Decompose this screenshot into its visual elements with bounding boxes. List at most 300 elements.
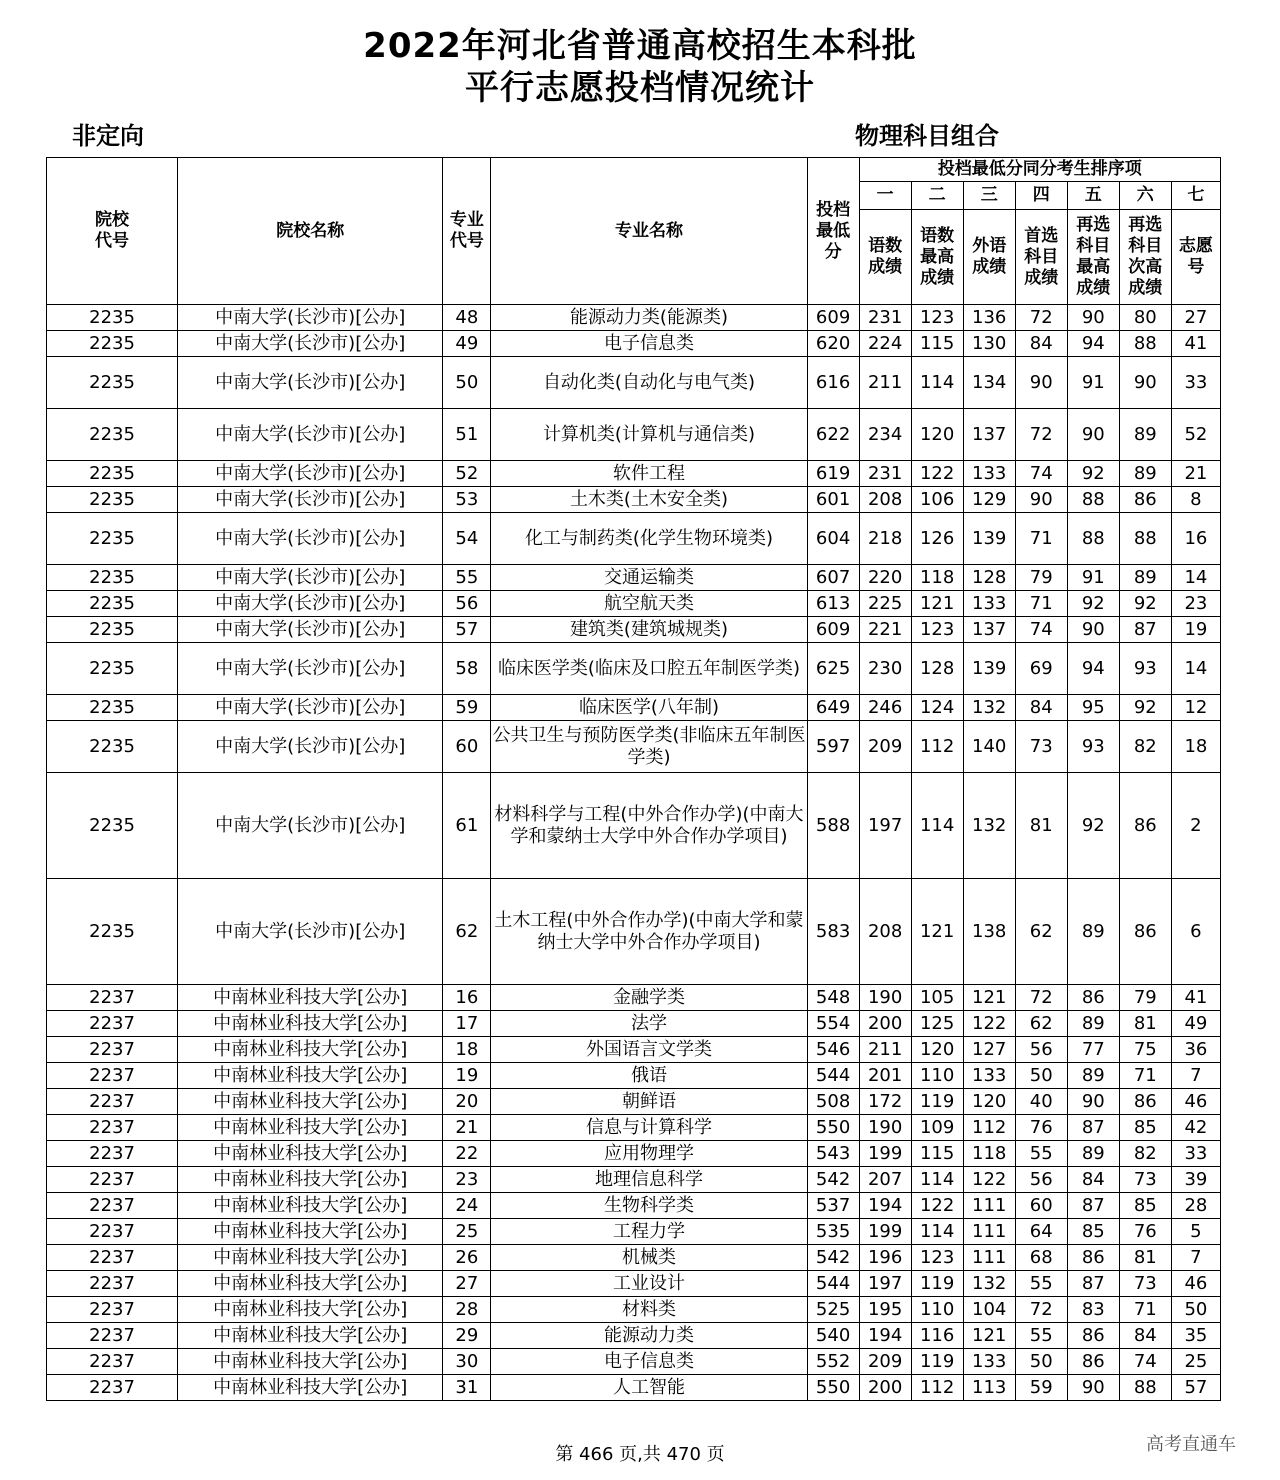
- cell-first-subject-score: 71: [1015, 513, 1067, 565]
- cell-chinese-math-score: 211: [859, 1037, 911, 1063]
- cell-foreign-lang-score: 121: [963, 985, 1015, 1011]
- cell-foreign-lang-score: 113: [963, 1375, 1015, 1401]
- cell-second-subject-max: 94: [1067, 331, 1119, 357]
- cell-school-name: 中南大学(长沙市)[公办]: [178, 773, 443, 879]
- cell-preference-no: 33: [1171, 357, 1220, 409]
- cell-min-score: 622: [807, 409, 859, 461]
- cell-preference-no: 18: [1171, 721, 1220, 773]
- cell-second-subject-max: 90: [1067, 305, 1119, 331]
- table-row: [47, 1271, 1221, 1297]
- cell-chinese-math-score: 190: [859, 1115, 911, 1141]
- cell-chinese-math-max: 123: [911, 1245, 963, 1271]
- cell-first-subject-score: 72: [1015, 1297, 1067, 1323]
- cell-school-name: 中南大学(长沙市)[公办]: [178, 591, 443, 617]
- cell-school-name: 中南大学(长沙市)[公办]: [178, 461, 443, 487]
- cell-second-subject-next: 79: [1119, 985, 1171, 1011]
- cell-school-code: 2235: [47, 487, 178, 513]
- cell-first-subject-score: 68: [1015, 1245, 1067, 1271]
- cell-major-name: 临床医学类(临床及口腔五年制医学类): [491, 643, 807, 695]
- cell-second-subject-max: 86: [1067, 1323, 1119, 1349]
- header-major-name: 专业名称: [491, 158, 807, 305]
- cell-school-name: 中南林业科技大学[公办]: [178, 1349, 443, 1375]
- header-rank-5: 五: [1067, 182, 1119, 210]
- cell-major-name: 化工与制药类(化学生物环境类): [491, 513, 807, 565]
- cell-second-subject-max: 94: [1067, 643, 1119, 695]
- page-title-line2: 平行志愿投档情况统计: [465, 68, 815, 108]
- cell-first-subject-score: 56: [1015, 1037, 1067, 1063]
- cell-min-score: 609: [807, 617, 859, 643]
- cell-first-subject-score: 69: [1015, 643, 1067, 695]
- header-rank-1: 一: [859, 182, 911, 210]
- cell-school-code: 2235: [47, 591, 178, 617]
- cell-foreign-lang-score: 139: [963, 643, 1015, 695]
- cell-second-subject-next: 81: [1119, 1245, 1171, 1271]
- cell-school-code: 2237: [47, 1271, 178, 1297]
- cell-major-code: 22: [443, 1141, 491, 1167]
- cell-chinese-math-max: 106: [911, 487, 963, 513]
- cell-second-subject-max: 90: [1067, 1375, 1119, 1401]
- cell-chinese-math-max: 110: [911, 1297, 963, 1323]
- cell-school-name: 中南大学(长沙市)[公办]: [178, 643, 443, 695]
- cell-foreign-lang-score: 111: [963, 1245, 1015, 1271]
- cell-major-code: 57: [443, 617, 491, 643]
- cell-min-score: 609: [807, 305, 859, 331]
- cell-major-name: 金融学类: [491, 985, 807, 1011]
- cell-school-code: 2237: [47, 1089, 178, 1115]
- cell-first-subject-score: 72: [1015, 985, 1067, 1011]
- cell-foreign-lang-score: 128: [963, 565, 1015, 591]
- cell-major-code: 54: [443, 513, 491, 565]
- cell-school-code: 2235: [47, 643, 178, 695]
- cell-second-subject-max: 85: [1067, 1219, 1119, 1245]
- cell-foreign-lang-score: 139: [963, 513, 1015, 565]
- cell-preference-no: 50: [1171, 1297, 1220, 1323]
- header-school-name: 院校名称: [178, 158, 443, 305]
- cell-preference-no: 7: [1171, 1063, 1220, 1089]
- cell-school-code: 2235: [47, 305, 178, 331]
- cell-min-score: 601: [807, 487, 859, 513]
- cell-second-subject-next: 76: [1119, 1219, 1171, 1245]
- cell-chinese-math-max: 115: [911, 331, 963, 357]
- cell-school-name: 中南大学(长沙市)[公办]: [178, 879, 443, 985]
- cell-first-subject-score: 90: [1015, 357, 1067, 409]
- cell-chinese-math-max: 122: [911, 461, 963, 487]
- header-rank-3: 三: [963, 182, 1015, 210]
- cell-school-code: 2237: [47, 1167, 178, 1193]
- table-row: [47, 643, 1221, 695]
- cell-school-name: 中南林业科技大学[公办]: [178, 1245, 443, 1271]
- cell-chinese-math-score: 196: [859, 1245, 911, 1271]
- cell-school-name: 中南大学(长沙市)[公办]: [178, 357, 443, 409]
- cell-foreign-lang-score: 138: [963, 879, 1015, 985]
- cell-major-name: 俄语: [491, 1063, 807, 1089]
- cell-preference-no: 41: [1171, 331, 1220, 357]
- header-tiebreak-item: 首选科目成绩: [1015, 210, 1067, 305]
- cell-major-name: 土木类(土木安全类): [491, 487, 807, 513]
- cell-second-subject-next: 92: [1119, 591, 1171, 617]
- cell-chinese-math-score: 190: [859, 985, 911, 1011]
- header-rank-2: 二: [911, 182, 963, 210]
- cell-chinese-math-max: 120: [911, 1037, 963, 1063]
- cell-second-subject-next: 86: [1119, 879, 1171, 985]
- cell-min-score: 597: [807, 721, 859, 773]
- cell-chinese-math-max: 116: [911, 1323, 963, 1349]
- cell-preference-no: 49: [1171, 1011, 1220, 1037]
- cell-major-code: 56: [443, 591, 491, 617]
- table-row: [47, 1219, 1221, 1245]
- cell-chinese-math-score: 208: [859, 879, 911, 985]
- cell-foreign-lang-score: 118: [963, 1141, 1015, 1167]
- cell-chinese-math-max: 112: [911, 721, 963, 773]
- cell-first-subject-score: 76: [1015, 1115, 1067, 1141]
- cell-chinese-math-score: 220: [859, 565, 911, 591]
- cell-chinese-math-score: 231: [859, 461, 911, 487]
- cell-chinese-math-score: 231: [859, 305, 911, 331]
- cell-school-code: 2237: [47, 1219, 178, 1245]
- cell-second-subject-next: 82: [1119, 1141, 1171, 1167]
- cell-school-name: 中南林业科技大学[公办]: [178, 1063, 443, 1089]
- cell-second-subject-max: 86: [1067, 985, 1119, 1011]
- cell-major-code: 55: [443, 565, 491, 591]
- cell-min-score: 543: [807, 1141, 859, 1167]
- cell-second-subject-max: 90: [1067, 1089, 1119, 1115]
- cell-school-name: 中南大学(长沙市)[公办]: [178, 565, 443, 591]
- cell-first-subject-score: 90: [1015, 487, 1067, 513]
- cell-second-subject-next: 89: [1119, 409, 1171, 461]
- cell-major-name: 工业设计: [491, 1271, 807, 1297]
- cell-school-code: 2237: [47, 1375, 178, 1401]
- cell-preference-no: 39: [1171, 1167, 1220, 1193]
- header-rank-6: 六: [1119, 182, 1171, 210]
- cell-chinese-math-max: 114: [911, 357, 963, 409]
- cell-major-code: 20: [443, 1089, 491, 1115]
- cell-foreign-lang-score: 120: [963, 1089, 1015, 1115]
- cell-preference-no: 5: [1171, 1219, 1220, 1245]
- cell-second-subject-next: 75: [1119, 1037, 1171, 1063]
- cell-first-subject-score: 55: [1015, 1271, 1067, 1297]
- cell-first-subject-score: 79: [1015, 565, 1067, 591]
- cell-school-code: 2235: [47, 409, 178, 461]
- cell-second-subject-next: 88: [1119, 331, 1171, 357]
- cell-first-subject-score: 56: [1015, 1167, 1067, 1193]
- table-row: [47, 695, 1221, 721]
- cell-school-name: 中南林业科技大学[公办]: [178, 1193, 443, 1219]
- cell-chinese-math-max: 105: [911, 985, 963, 1011]
- cell-min-score: 535: [807, 1219, 859, 1245]
- cell-major-name: 公共卫生与预防医学类(非临床五年制医学类): [491, 721, 807, 773]
- cell-school-code: 2235: [47, 773, 178, 879]
- cell-school-name: 中南林业科技大学[公办]: [178, 1089, 443, 1115]
- cell-chinese-math-score: 208: [859, 487, 911, 513]
- cell-second-subject-max: 93: [1067, 721, 1119, 773]
- cell-first-subject-score: 62: [1015, 879, 1067, 985]
- cell-min-score: 616: [807, 357, 859, 409]
- cell-second-subject-next: 74: [1119, 1349, 1171, 1375]
- table-row: [47, 1167, 1221, 1193]
- cell-foreign-lang-score: 104: [963, 1297, 1015, 1323]
- cell-chinese-math-score: 172: [859, 1089, 911, 1115]
- cell-foreign-lang-score: 137: [963, 409, 1015, 461]
- cell-chinese-math-max: 128: [911, 643, 963, 695]
- cell-second-subject-max: 91: [1067, 357, 1119, 409]
- cell-preference-no: 57: [1171, 1375, 1220, 1401]
- cell-chinese-math-max: 114: [911, 773, 963, 879]
- cell-school-name: 中南林业科技大学[公办]: [178, 1167, 443, 1193]
- table-row: [47, 409, 1221, 461]
- cell-min-score: 554: [807, 1011, 859, 1037]
- table-row: [47, 617, 1221, 643]
- table-row: [47, 461, 1221, 487]
- cell-major-code: 29: [443, 1323, 491, 1349]
- cell-chinese-math-score: 246: [859, 695, 911, 721]
- cell-min-score: 544: [807, 1271, 859, 1297]
- cell-preference-no: 14: [1171, 565, 1220, 591]
- cell-major-name: 外国语言文学类: [491, 1037, 807, 1063]
- cell-preference-no: 16: [1171, 513, 1220, 565]
- cell-chinese-math-max: 123: [911, 617, 963, 643]
- header-tiebreak-item: 再选科目次高成绩: [1119, 210, 1171, 305]
- cell-school-name: 中南林业科技大学[公办]: [178, 1323, 443, 1349]
- cell-chinese-math-max: 114: [911, 1219, 963, 1245]
- cell-first-subject-score: 84: [1015, 331, 1067, 357]
- cell-school-code: 2237: [47, 1115, 178, 1141]
- cell-chinese-math-max: 114: [911, 1167, 963, 1193]
- cell-preference-no: 19: [1171, 617, 1220, 643]
- cell-major-name: 人工智能: [491, 1375, 807, 1401]
- cell-second-subject-next: 93: [1119, 643, 1171, 695]
- cell-major-name: 材料类: [491, 1297, 807, 1323]
- cell-min-score: 619: [807, 461, 859, 487]
- cell-foreign-lang-score: 137: [963, 617, 1015, 643]
- cell-second-subject-next: 82: [1119, 721, 1171, 773]
- table-row: [47, 305, 1221, 331]
- cell-first-subject-score: 50: [1015, 1063, 1067, 1089]
- cell-major-code: 50: [443, 357, 491, 409]
- cell-chinese-math-score: 211: [859, 357, 911, 409]
- cell-school-code: 2235: [47, 695, 178, 721]
- cell-first-subject-score: 84: [1015, 695, 1067, 721]
- cell-first-subject-score: 40: [1015, 1089, 1067, 1115]
- cell-preference-no: 12: [1171, 695, 1220, 721]
- cell-chinese-math-score: 197: [859, 1271, 911, 1297]
- cell-school-code: 2237: [47, 1349, 178, 1375]
- cell-min-score: 552: [807, 1349, 859, 1375]
- cell-foreign-lang-score: 132: [963, 773, 1015, 879]
- cell-school-code: 2237: [47, 1037, 178, 1063]
- cell-school-name: 中南林业科技大学[公办]: [178, 1271, 443, 1297]
- table-row: [47, 513, 1221, 565]
- cell-second-subject-max: 87: [1067, 1115, 1119, 1141]
- cell-school-name: 中南林业科技大学[公办]: [178, 1297, 443, 1323]
- cell-preference-no: 8: [1171, 487, 1220, 513]
- cell-school-code: 2235: [47, 357, 178, 409]
- cell-second-subject-next: 71: [1119, 1063, 1171, 1089]
- page-title-line1: 2022年河北省普通高校招生本科批: [363, 26, 917, 66]
- table-row: [47, 773, 1221, 879]
- cell-foreign-lang-score: 133: [963, 591, 1015, 617]
- cell-second-subject-next: 86: [1119, 1089, 1171, 1115]
- cell-major-code: 48: [443, 305, 491, 331]
- cell-chinese-math-max: 110: [911, 1063, 963, 1089]
- cell-second-subject-next: 80: [1119, 305, 1171, 331]
- cell-major-name: 电子信息类: [491, 331, 807, 357]
- cell-first-subject-score: 50: [1015, 1349, 1067, 1375]
- cell-foreign-lang-score: 130: [963, 331, 1015, 357]
- table-row: [47, 721, 1221, 773]
- cell-major-code: 62: [443, 879, 491, 985]
- cell-second-subject-max: 95: [1067, 695, 1119, 721]
- cell-second-subject-next: 87: [1119, 617, 1171, 643]
- cell-major-code: 19: [443, 1063, 491, 1089]
- cell-second-subject-next: 73: [1119, 1271, 1171, 1297]
- cell-foreign-lang-score: 122: [963, 1011, 1015, 1037]
- cell-school-name: 中南大学(长沙市)[公办]: [178, 721, 443, 773]
- cell-chinese-math-max: 126: [911, 513, 963, 565]
- cell-school-name: 中南林业科技大学[公办]: [178, 985, 443, 1011]
- cell-preference-no: 35: [1171, 1323, 1220, 1349]
- cell-preference-no: 6: [1171, 879, 1220, 985]
- cell-chinese-math-max: 119: [911, 1271, 963, 1297]
- cell-second-subject-next: 88: [1119, 1375, 1171, 1401]
- cell-second-subject-max: 91: [1067, 565, 1119, 591]
- cell-chinese-math-score: 194: [859, 1323, 911, 1349]
- cell-first-subject-score: 72: [1015, 305, 1067, 331]
- cell-second-subject-next: 89: [1119, 565, 1171, 591]
- cell-chinese-math-score: 199: [859, 1219, 911, 1245]
- table-row: [47, 331, 1221, 357]
- cell-major-name: 建筑类(建筑城规类): [491, 617, 807, 643]
- header-tiebreak-item: 再选科目最高成绩: [1067, 210, 1119, 305]
- cell-major-name: 生物科学类: [491, 1193, 807, 1219]
- cell-min-score: 540: [807, 1323, 859, 1349]
- cell-first-subject-score: 55: [1015, 1323, 1067, 1349]
- cell-first-subject-score: 72: [1015, 409, 1067, 461]
- table-row: [47, 1037, 1221, 1063]
- cell-foreign-lang-score: 132: [963, 695, 1015, 721]
- cell-first-subject-score: 73: [1015, 721, 1067, 773]
- cell-chinese-math-max: 109: [911, 1115, 963, 1141]
- cell-min-score: 548: [807, 985, 859, 1011]
- cell-school-name: 中南林业科技大学[公办]: [178, 1375, 443, 1401]
- cell-school-code: 2237: [47, 1323, 178, 1349]
- cell-chinese-math-max: 121: [911, 879, 963, 985]
- cell-second-subject-next: 73: [1119, 1167, 1171, 1193]
- table-row: [47, 1115, 1221, 1141]
- cell-school-name: 中南林业科技大学[公办]: [178, 1011, 443, 1037]
- header-tiebreak-item: 外语成绩: [963, 210, 1015, 305]
- cell-min-score: 542: [807, 1167, 859, 1193]
- cell-school-code: 2235: [47, 461, 178, 487]
- table-row: [47, 487, 1221, 513]
- cell-school-code: 2235: [47, 721, 178, 773]
- cell-major-code: 60: [443, 721, 491, 773]
- watermark: 高考直通车: [1146, 1434, 1236, 1455]
- cell-preference-no: 2: [1171, 773, 1220, 879]
- table-row: [47, 1063, 1221, 1089]
- cell-school-name: 中南林业科技大学[公办]: [178, 1219, 443, 1245]
- header-major-code: 专业代号: [443, 158, 491, 305]
- table-row: [47, 879, 1221, 985]
- cell-chinese-math-score: 218: [859, 513, 911, 565]
- cell-school-name: 中南林业科技大学[公办]: [178, 1037, 443, 1063]
- cell-major-name: 地理信息科学: [491, 1167, 807, 1193]
- cell-school-code: 2235: [47, 617, 178, 643]
- cell-major-code: 51: [443, 409, 491, 461]
- cell-chinese-math-score: 201: [859, 1063, 911, 1089]
- cell-second-subject-max: 92: [1067, 461, 1119, 487]
- cell-major-code: 61: [443, 773, 491, 879]
- cell-foreign-lang-score: 136: [963, 305, 1015, 331]
- cell-major-code: 21: [443, 1115, 491, 1141]
- cell-second-subject-next: 86: [1119, 487, 1171, 513]
- cell-second-subject-max: 89: [1067, 1063, 1119, 1089]
- cell-second-subject-max: 92: [1067, 591, 1119, 617]
- cell-chinese-math-score: 199: [859, 1141, 911, 1167]
- cell-school-name: 中南大学(长沙市)[公办]: [178, 331, 443, 357]
- cell-major-name: 计算机类(计算机与通信类): [491, 409, 807, 461]
- cell-major-code: 52: [443, 461, 491, 487]
- cell-preference-no: 7: [1171, 1245, 1220, 1271]
- cell-major-name: 应用物理学: [491, 1141, 807, 1167]
- header-tiebreak-group: 投档最低分同分考生排序项: [859, 158, 1220, 182]
- table-row: [47, 1089, 1221, 1115]
- cell-second-subject-max: 89: [1067, 1141, 1119, 1167]
- cell-foreign-lang-score: 132: [963, 1271, 1015, 1297]
- cell-chinese-math-max: 120: [911, 409, 963, 461]
- cell-school-code: 2235: [47, 879, 178, 985]
- cell-second-subject-max: 88: [1067, 513, 1119, 565]
- table-row: [47, 565, 1221, 591]
- cell-foreign-lang-score: 112: [963, 1115, 1015, 1141]
- cell-major-code: 30: [443, 1349, 491, 1375]
- cell-chinese-math-max: 123: [911, 305, 963, 331]
- cell-chinese-math-score: 200: [859, 1375, 911, 1401]
- cell-preference-no: 14: [1171, 643, 1220, 695]
- cell-major-name: 机械类: [491, 1245, 807, 1271]
- cell-foreign-lang-score: 111: [963, 1219, 1015, 1245]
- cell-chinese-math-max: 125: [911, 1011, 963, 1037]
- cell-preference-no: 23: [1171, 591, 1220, 617]
- cell-major-name: 交通运输类: [491, 565, 807, 591]
- cell-major-name: 法学: [491, 1011, 807, 1037]
- cell-major-name: 自动化类(自动化与电气类): [491, 357, 807, 409]
- cell-second-subject-next: 88: [1119, 513, 1171, 565]
- cell-major-name: 航空航天类: [491, 591, 807, 617]
- cell-second-subject-max: 77: [1067, 1037, 1119, 1063]
- cell-chinese-math-score: 230: [859, 643, 911, 695]
- cell-preference-no: 25: [1171, 1349, 1220, 1375]
- cell-preference-no: 28: [1171, 1193, 1220, 1219]
- cell-chinese-math-max: 121: [911, 591, 963, 617]
- cell-second-subject-max: 86: [1067, 1245, 1119, 1271]
- cell-foreign-lang-score: 111: [963, 1193, 1015, 1219]
- cell-major-name: 信息与计算科学: [491, 1115, 807, 1141]
- cell-first-subject-score: 64: [1015, 1219, 1067, 1245]
- cell-school-name: 中南林业科技大学[公办]: [178, 1115, 443, 1141]
- header-school-code: 院校代号: [47, 158, 178, 305]
- cell-school-code: 2237: [47, 1193, 178, 1219]
- cell-min-score: 649: [807, 695, 859, 721]
- cell-chinese-math-score: 209: [859, 1349, 911, 1375]
- admission-table: [46, 157, 1221, 1401]
- cell-preference-no: 36: [1171, 1037, 1220, 1063]
- cell-chinese-math-score: 197: [859, 773, 911, 879]
- cell-chinese-math-max: 118: [911, 565, 963, 591]
- cell-foreign-lang-score: 133: [963, 1349, 1015, 1375]
- cell-foreign-lang-score: 127: [963, 1037, 1015, 1063]
- cell-first-subject-score: 60: [1015, 1193, 1067, 1219]
- cell-major-code: 49: [443, 331, 491, 357]
